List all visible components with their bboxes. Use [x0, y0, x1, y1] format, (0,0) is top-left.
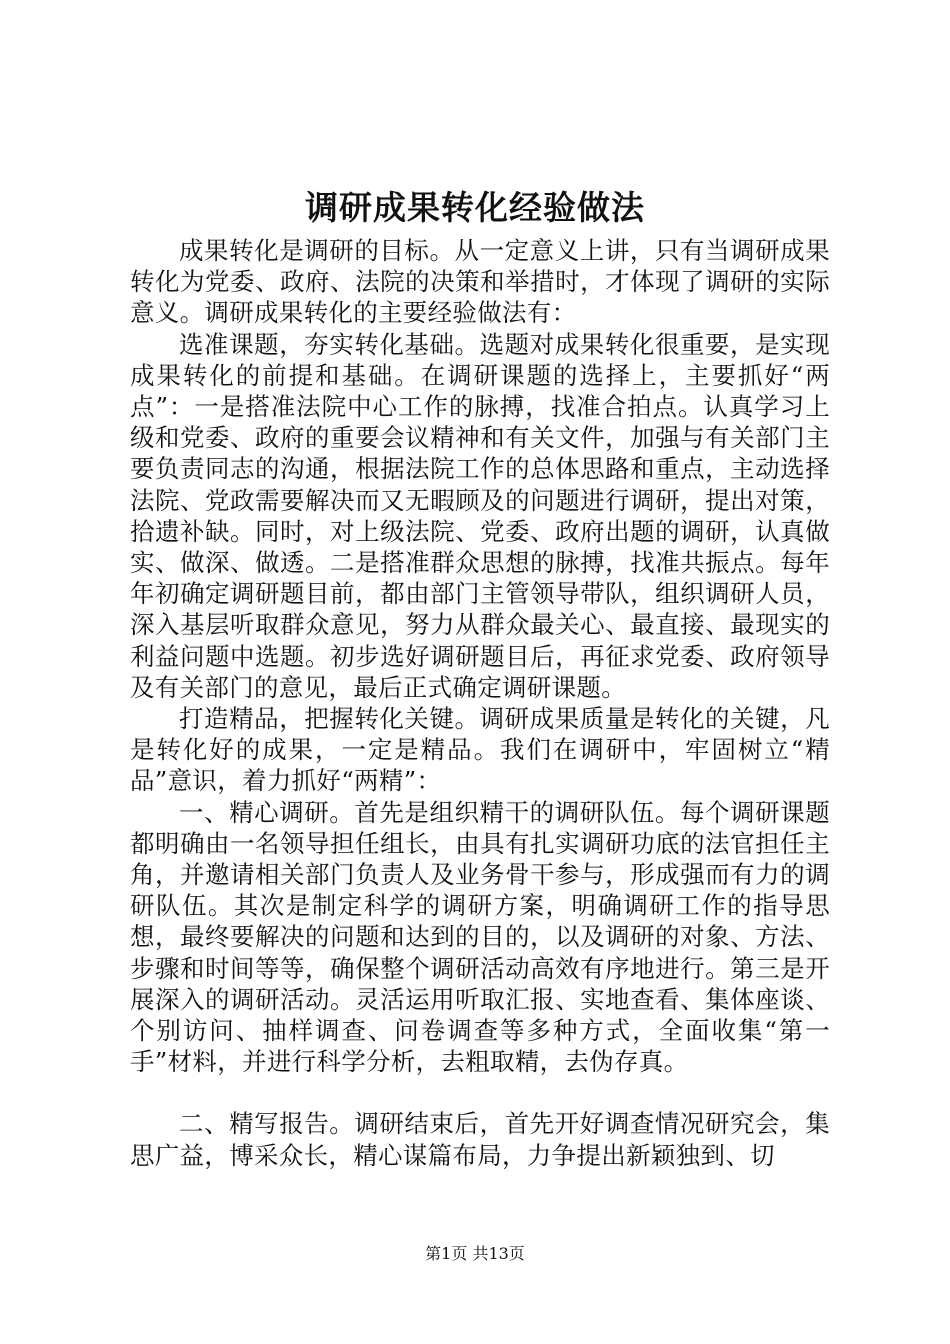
page-number: 第1页 共13页: [425, 1244, 525, 1263]
document-title: 调研成果转化经验做法: [305, 188, 645, 227]
paragraph-topic-selection: 选准课题，夯实转化基础。选题对成果转化很重要，是实现成果转化的前提和基础。在调研课题的选择上，主要抓好“两点”：一是搭准法院中心工作的脉搏，找准合拍点。认真学习上级和党委、政府的重要会议精神和有关文件，加强与有关部门主要负责同志的沟通，根据法院工作的总体思路和重点，主动选择法院、党政需要解决而又无暇顾及的问题进行调研，提出对策，拾遗补缺。同时，对上级法院、党委、政府出题的调研，认真做实、做深、做透。二是搭准群众思想的脉搏，找准共振点。每年年初确定调研题目前，都由部门主管领导带队，组织调研人员，深入基层听取群众意见，努力从群众最关心、最直接、最现实的利益问题中选题。初步选好调研题目后，再征求党委、政府领导及有关部门的意见，最后正式确定调研课题。: [130, 329, 831, 702]
paragraph-careful-report: 二、精写报告。调研结束后，首先开好调查情况研究会，集思广益，博采众长，精心谋篇布局，力争提出新颖独到、切: [130, 1109, 830, 1170]
paragraph-careful-research: 一、精心调研。首先是组织精干的调研队伍。每个调研课题都明确由一名领导担任组长，由具有扎实调研功底的法官担任主角，并邀请相关部门负责人及业务骨干参与，形成强而有力的调研队伍。其次是制定科学的调研方案，明确调研工作的指导思想，最终要解决的问题和达到的目的，以及调研的对象、方法、步骤和时间等等，确保整个调研活动高效有序地进行。第三是开展深入的调研活动。灵活运用听取汇报、实地查看、集体座谈、个别访问、抽样调查、问卷调查等多种方式，全面收集“第一手”材料，并进行科学分析，去粗取精，去伪存真。: [130, 797, 830, 1077]
paragraph-intro: 成果转化是调研的目标。从一定意义上讲，只有当调研成果转化为党委、政府、法院的决策和举措时，才体现了调研的实际意义。调研成果转化的主要经验做法有：: [130, 236, 830, 328]
paragraph-quality-products: 打造精品，把握转化关键。调研成果质量是转化的关键，凡是转化好的成果，一定是精品。我们在调研中，牢固树立“精品”意识，着力抓好“两精”：: [130, 704, 830, 796]
document-body: [130, 235, 830, 1171]
